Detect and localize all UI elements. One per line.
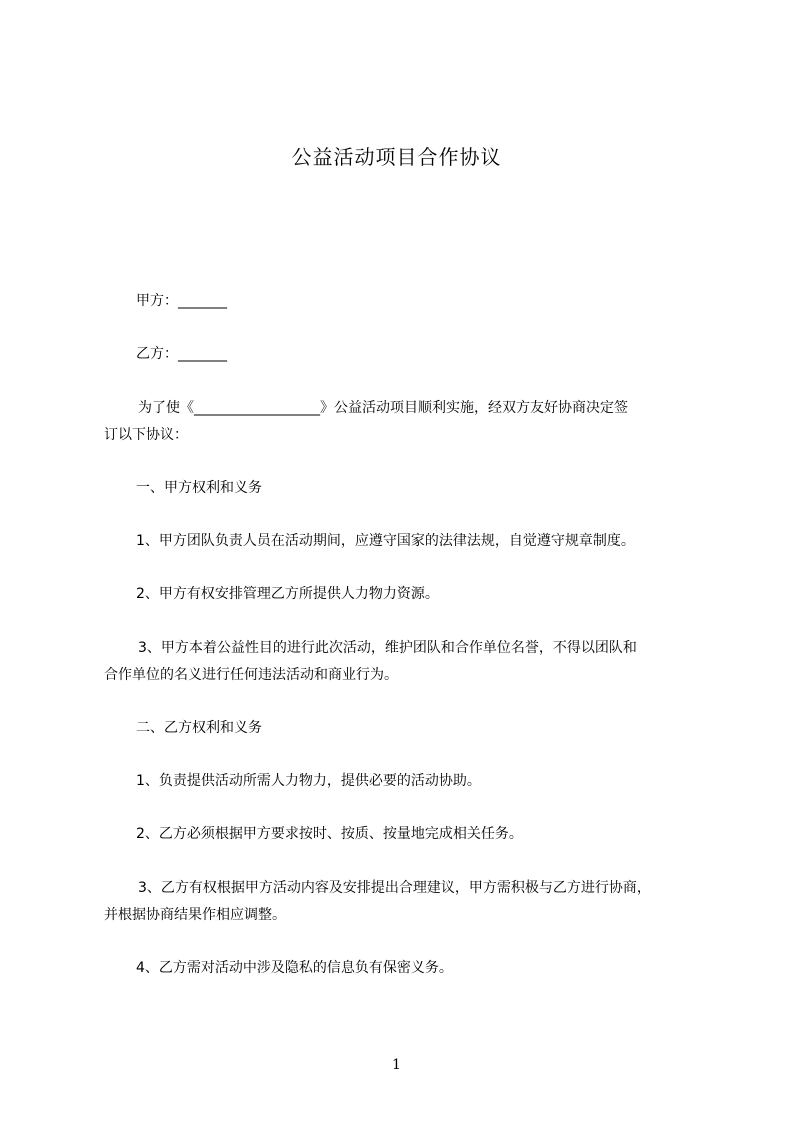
document-title: 公益活动项目合作协议 (291, 145, 502, 169)
intro-paragraph-line-2: 订以下协议： (104, 427, 188, 443)
section-2-item-3-line-1: 3、乙方有权根据甲方活动内容及安排提出合理建议，甲方需积极与乙方进行协商， (138, 880, 651, 896)
page-number: 1 (392, 1057, 401, 1073)
section-1-item-3-line-2: 合作单位的名义进行任何违法活动和商业行为。 (104, 667, 398, 683)
section-1-heading: 一、甲方权利和义务 (136, 480, 262, 496)
intro-paragraph-line-1: 为了使《__________________》公益活动项目顺利实施，经双方友好协商决定签 (138, 400, 628, 416)
section-2-item-3-line-2: 并根据协商结果作相应调整。 (104, 907, 286, 923)
section-1-item-3-line-1: 3、甲方本着公益性目的进行此次活动，维护团队和合作单位名誉，不得以团队和 (138, 640, 637, 656)
section-2-item-4: 4、乙方需对活动中涉及隐私的信息负有保密义务。 (136, 960, 453, 976)
party-a-line: 甲方：_______ (136, 293, 227, 309)
party-b-line: 乙方：_______ (136, 346, 227, 362)
section-1-item-2: 2、甲方有权安排管理乙方所提供人力物力资源。 (136, 586, 439, 602)
section-2-heading: 二、乙方权利和义务 (136, 720, 262, 736)
section-2-item-1: 1、负责提供活动所需人力物力，提供必要的活动协助。 (136, 773, 481, 789)
section-1-item-1: 1、甲方团队负责人员在活动期间，应遵守国家的法律法规，自觉遵守规章制度。 (136, 533, 635, 549)
section-2-item-2: 2、乙方必须根据甲方要求按时、按质、按量地完成相关任务。 (136, 826, 523, 842)
